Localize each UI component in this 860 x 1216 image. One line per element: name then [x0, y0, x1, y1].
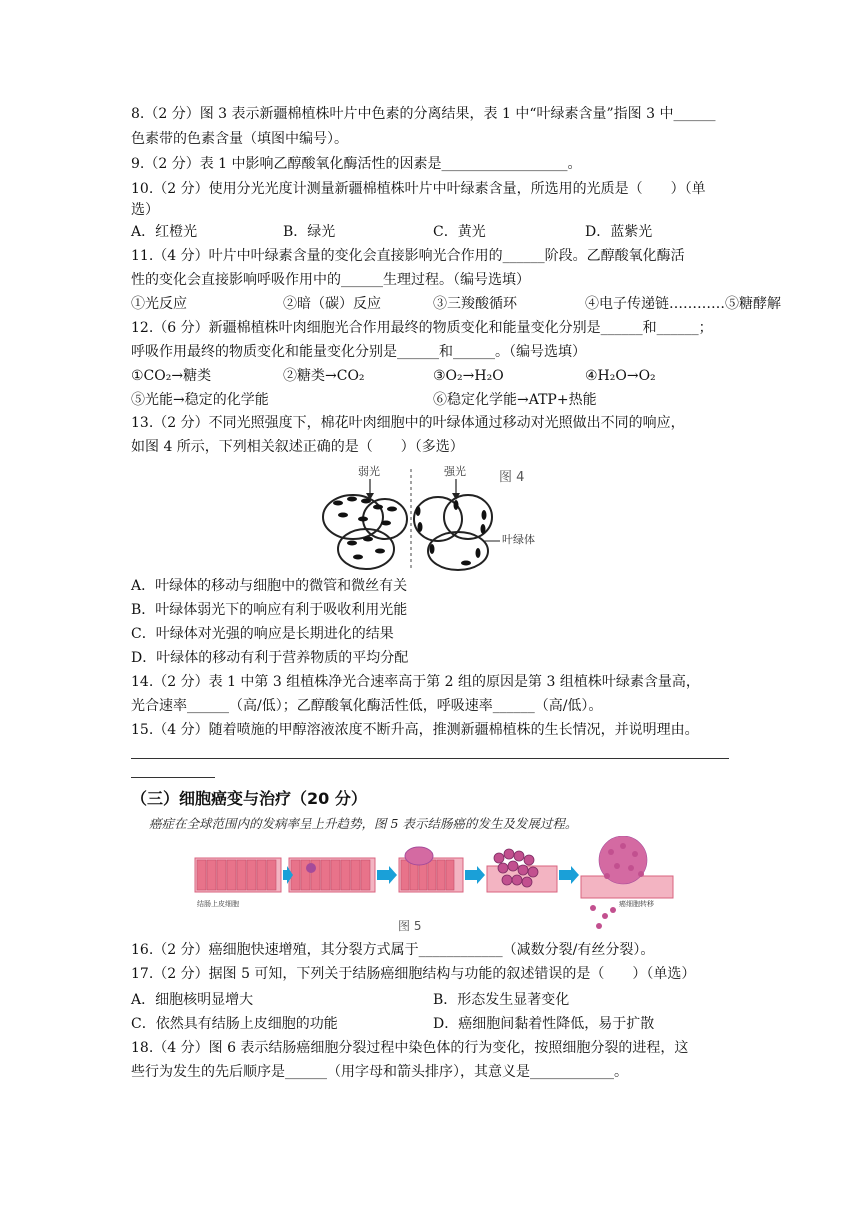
q10-option-a: A．红橙光 — [131, 224, 198, 240]
section3-intro: 癌症在全球范围内的发病率呈上升趋势，图 5 表示结肠癌的发生及发展过程。 — [149, 816, 578, 831]
q12-line2: 呼吸作用最终的物质变化和能量变化分别是______和______。（编号选填） — [131, 344, 586, 360]
q18-line1: 18.（4 分）图 6 表示结肠癌细胞分裂过程中染色体的行为变化，按照细胞分裂的进程，这 — [131, 1040, 689, 1056]
q11-option-2: ②暗（碳）反应 — [283, 296, 381, 312]
q14-line1: 14.（2 分）表 1 中第 3 组植株净光合速率高于第 2 组的原因是第 3 组植株叶绿素含量高， — [131, 674, 700, 690]
fig5-left-label: 结肠上皮细胞 — [197, 900, 239, 908]
q17-option-a: A．细胞核明显增大 — [131, 992, 254, 1008]
q12-option-3: ③O₂→H₂O — [433, 368, 504, 384]
q18-line2: 些行为发生的先后顺序是______（用字母和箭头排序），其意义是____________。 — [131, 1064, 628, 1080]
figure-4-chloroplast — [318, 459, 558, 573]
q12-option-4: ④H₂O→O₂ — [585, 368, 656, 384]
q10-line2: 选） — [131, 202, 159, 218]
q17-line1: 17.（2 分）据图 5 可知，下列关于结肠癌细胞结构与功能的叙述错误的是（ ）（单选） — [131, 966, 696, 982]
q12-option-5: ⑤光能→稳定的化学能 — [131, 392, 269, 408]
fig5-right-label: 癌细胞转移 — [619, 900, 654, 908]
q13-line1: 13.（2 分）不同光照强度下，棉花叶肉细胞中的叶绿体通过移动对光照做出不同的响应， — [131, 415, 685, 431]
q16-line1: 16.（2 分）癌细胞快速增殖，其分裂方式属于____________（减数分裂/有丝分裂）。 — [131, 942, 655, 958]
fig4-weak-light-label: 弱光 — [358, 465, 380, 478]
q13-option-b: B．叶绿体弱光下的响应有利于吸收利用光能 — [131, 602, 408, 618]
q14-line2: 光合速率______（高/低）；乙醇酸氧化酶活性低，呼吸速率______（高/低）。 — [131, 698, 603, 714]
figure-5-colon-cancer — [193, 836, 675, 934]
q11-option-3: ③三羧酸循环 — [433, 296, 517, 312]
q13-option-c: C．叶绿体对光强的响应是长期进化的结果 — [131, 626, 394, 642]
q10-line1: 10.（2 分）使用分光光度计测量新疆棉植株叶片中叶绿素含量，所选用的光质是（ ）（单 — [131, 181, 706, 197]
q11-option-1: ①光反应 — [131, 296, 187, 312]
fig5-label: 图 5 — [398, 919, 422, 933]
q15-answer-line-2 — [131, 777, 215, 778]
q8-line2: 色素带的色素含量（填图中编号）。 — [131, 131, 348, 147]
q12-option-2: ②糖类→CO₂ — [283, 368, 365, 384]
q11-option-4-5: ④电子传递链…………⑤糖酵解 — [585, 296, 781, 312]
q12-option-6: ⑥稳定化学能→ATP+热能 — [433, 392, 597, 408]
q10-option-b: B．绿光 — [283, 224, 336, 240]
q13-line2: 如图 4 所示，下列相关叙述正确的是（ ）（多选） — [131, 439, 464, 455]
q13-option-a: A．叶绿体的移动与细胞中的微管和微丝有关 — [131, 578, 408, 594]
section3-title: （三）细胞癌变与治疗（20 分） — [131, 789, 367, 808]
fig4-strong-light-label: 强光 — [444, 465, 466, 478]
fig4-label: 图 4 — [499, 470, 525, 485]
q11-line2: 性的变化会直接影响呼吸作用中的______生理过程。（编号选填） — [131, 272, 530, 288]
q12-option-1: ①CO₂→糖类 — [131, 368, 212, 384]
q13-option-d: D．叶绿体的移动有利于营养物质的平均分配 — [131, 650, 409, 666]
q10-option-d: D．蓝紫光 — [585, 224, 653, 240]
fig4-chloroplast-label: 叶绿体 — [502, 533, 535, 546]
q9-line1: 9.（2 分）表 1 中影响乙醇酸氧化酶活性的因素是__________________。 — [131, 156, 582, 172]
q17-option-b: B．形态发生显著变化 — [433, 992, 570, 1008]
q10-option-c: C．黄光 — [433, 224, 486, 240]
q12-line1: 12.（6 分）新疆棉植株叶肉细胞光合作用最终的物质变化和能量变化分别是______和______； — [131, 320, 713, 336]
q11-line1: 11.（4 分）叶片中叶绿素含量的变化会直接影响光合作用的______阶段。乙醇酸氧化酶活 — [131, 248, 685, 264]
q15-line1: 15.（4 分）随着喷施的甲醇溶液浓度不断升高，推测新疆棉植株的生长情况，并说明理由。 — [131, 722, 699, 738]
q8-line1: 8.（2 分）图 3 表示新疆棉植株叶片中色素的分离结果，表 1 中“叶绿素含量”指图 3 中______ — [131, 106, 716, 122]
q17-option-d: D．癌细胞间黏着性降低，易于扩散 — [433, 1016, 655, 1032]
q17-option-c: C．依然具有结肠上皮细胞的功能 — [131, 1016, 338, 1032]
q15-answer-line-1 — [131, 758, 729, 759]
